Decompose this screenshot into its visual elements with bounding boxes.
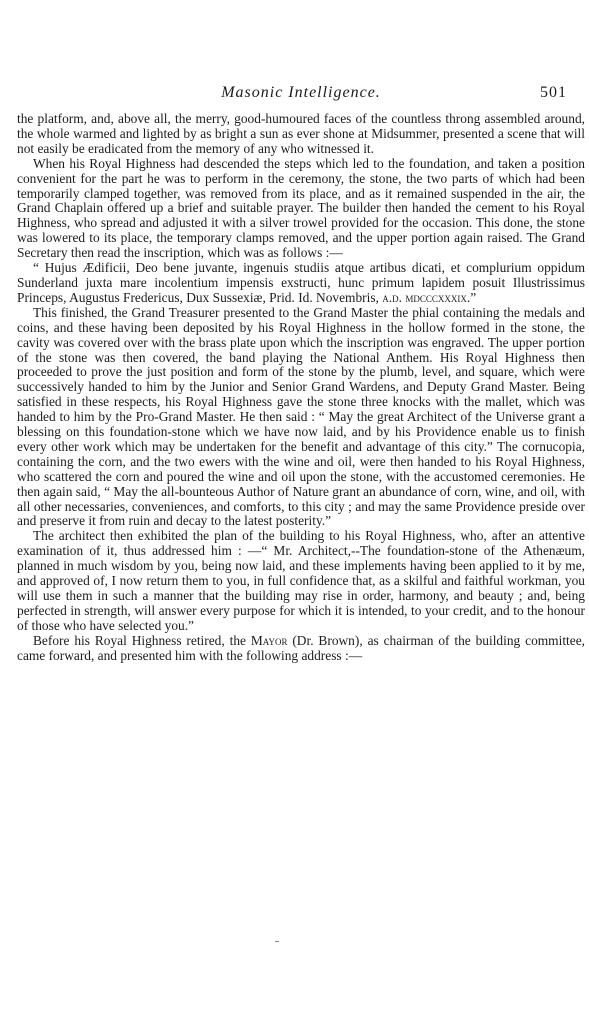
running-title: Masonic Intelligence. [221,84,381,101]
inscription-end: .” [466,289,477,305]
inscription-year: mdcccxxxix [405,289,467,305]
running-head [17,84,585,106]
paragraph-architect: The architect then exhibited the plan of the building to his Royal Highness, who, after an attentive examination of it, thus addressed him : —“ Mr. Architect,--The foundation-stone of the Athenæum, planned in much wisdom by you, being now laid, and these implements having been applied to it by me, and approved of, I now return them to you, in full confidence that, as a skilful and faithful workman, you will use them in such a manner that the building may rise in order, harmony, and beauty ; and, being perfected in strength, will answer every purpose for which it is intended, to your credit, and to the honour of those who have selected you.” [17,528,585,633]
paragraph-inscription [17,261,585,306]
paragraph-stone-laying: When his Royal Highness had descended the steps which led to the foundation, and taken a position convenient for the part he was to perform in the ceremony, the stone, the two parts of which had been temporarily clamped together, was removed from its place, and as it remained suspended in the air, the Grand Chaplain offered up a brief and suitable prayer. The builder then handed the cement to his Royal Highness, who spread and adjusted it with a silver trowel provided for the occasion. This done, the stone was lowered to its place, the temporary clamps removed, and the upper portion again raised. The Grand Secretary then read the inscription, which was as follows :— [17,155,585,261]
paragraph-ceremony: This finished, the Grand Treasurer presented to the Grand Master the phial containing the medals and coins, and these having been deposited by his Royal Highness in the hollow formed in the stone, the cavity was covered over with the brass plate upon which the inscription was engraved. The upper portion of the stone was then covered, the band playing the National Anthem. His Royal Highness then proceeded to prove the just position and form of the stone by the plumb, level, and square, which were successively handed to him by the Junior and Senior Grand Wardens, and Deputy Grand Master. Being satisfied in these respects, his Royal Highness gave the stone three knocks with the mallet, which was handed to him by the Pro-Grand Master. He then said : “ May the great Architect of the Universe grant a blessing on this foundation-stone which we have now laid, and by his Providence enable us to finish every other work which may be undertaken for the benefit and advantage of this city.” The cornucopia, containing the corn, and the two ewers with the wine and oil, were then handed to his Royal Highness, who scattered the corn and poured the wine and oil upon the stone, with the accustomed ceremonies. He then again said, “ May the all-bounteous Author of Nature grant an abundance of corn, wine, and oil, with all other necessaries, conveniences, and comforts, to this city ; and may the same Providence preside over and preserve it from ruin and decay to the latest posterity.” [17,304,585,529]
inscription-text: “ Hujus Ædificii, Deo bene juvante, ingenuis studiis atque artibus dicati, et complurium oppidum Sunderland juxta mare incolentium impensis exstructi, hunc primum lapidem posuit Illustrissimus Princeps, Augustus Fredericus, Dux Sussexiæ, Prid. Id. Novembris, [17,260,585,305]
body-text [17,112,585,664]
footer-mark [275,941,279,942]
paragraph-mayor [17,634,585,664]
mayor-text-after: (Dr. Brown), as chairman of the building committee, came forward, and presented him with the following address :— [17,632,585,663]
mayor-title: Mayor [250,632,288,648]
mayor-text-before: Before his Royal Highness retired, the [33,632,251,648]
inscription-year-era: a.d. [382,289,402,305]
paragraph-platform: the platform, and, above all, the merry, good-humoured faces of the countless throng assembled around, the whole warmed and lighted by as bright a sun as ever shone at Midsummer, presented a scene that will not easily be eradicated from the memory of any who witnessed it. [17,111,585,156]
page-number: 501 [540,84,567,101]
